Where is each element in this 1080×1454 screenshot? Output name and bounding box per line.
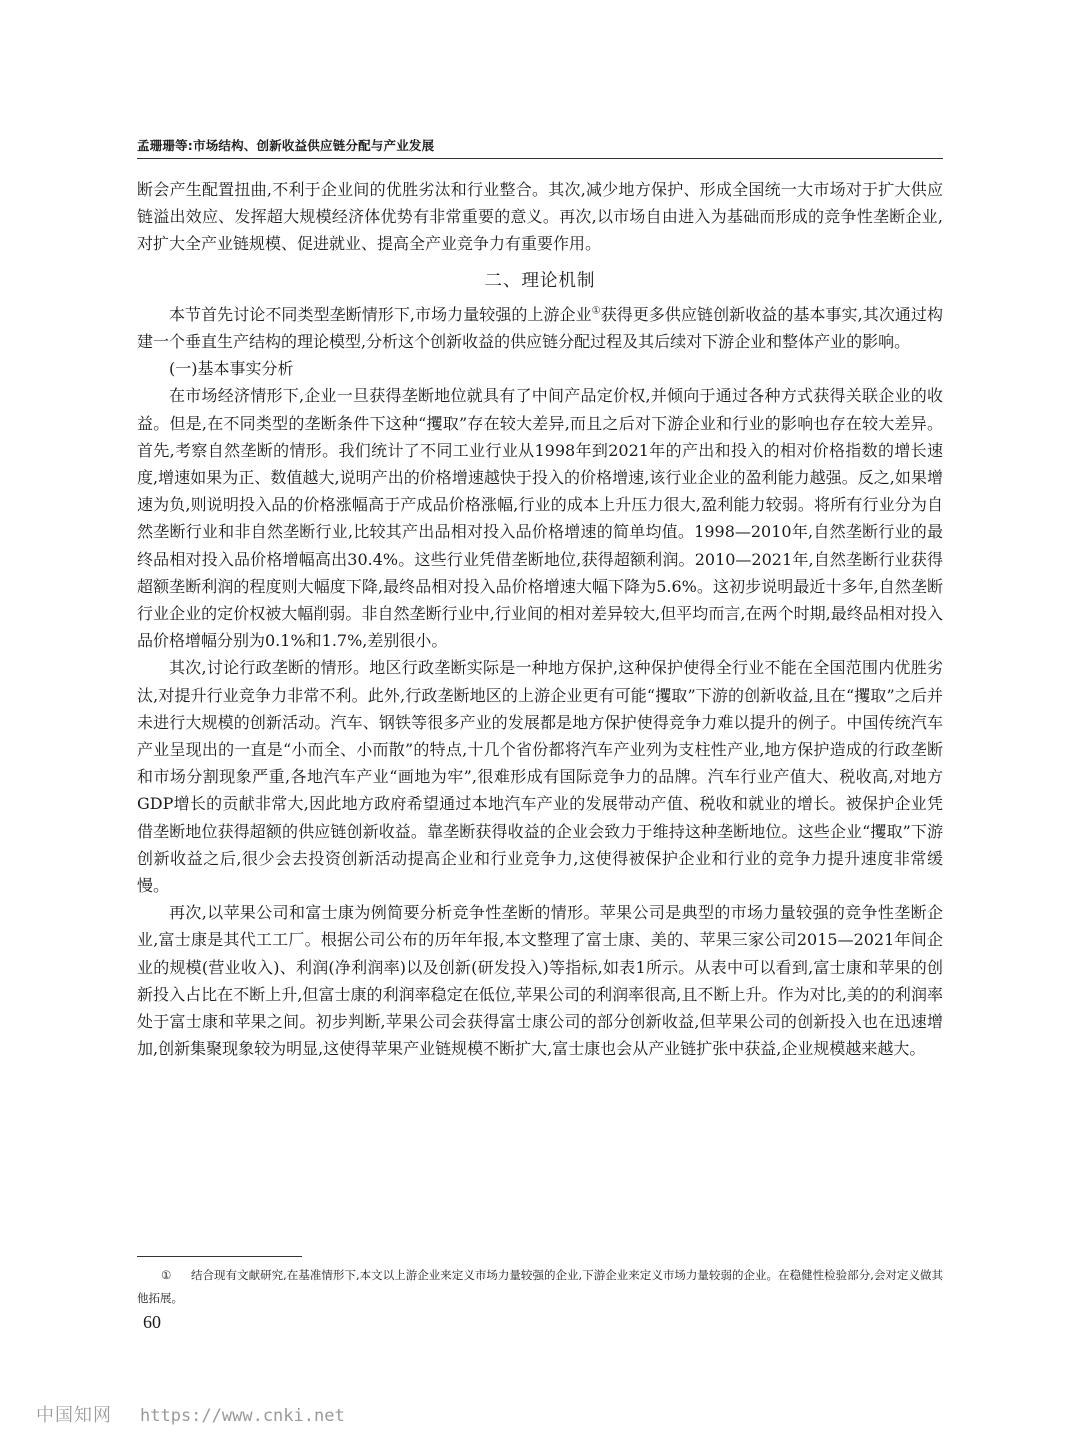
footnote bbox=[137, 1264, 943, 1310]
subsection-title: (一)基本事实分析 bbox=[169, 359, 294, 379]
intro-text-part1: 本节首先讨论不同类型垄断情形下,市场力量较强的上游企业 bbox=[169, 304, 592, 324]
paragraph-natural-monopoly: 在市场经济情形下,企业一旦获得垄断地位就具有了中间产品定价权,并倾向于通过各种方式获得关联企业的收益。但是,在不同类型的垄断条件下这种“攫取”存在较大差异,而且之后对下游企业和行业的影响也存在较大差异。首先,考察自然垄断的情形。我们统计了不同工业行业从1998年到2021年的产出和投入的相对价格指数的增长速度,增速如果为正、数值越大,说明产出的价格增速越快于投入的价格增速,该行业企业的盈利能力越强。反之,如果增速为负,则说明投入品的价格涨幅高于产成品价格涨幅,行业的成本上升压力很大,盈利能力较弱。将所有行业分为自然垄断行业和非自然垄断行业,比较其产出品相对投入品价格增速的简单均值。1998—2010年,自然垄断行业的最终品相对投入品价格增幅高出30.4%。这些行业凭借垄断地位,获得超额利润。2010—2021年,自然垄断行业获得超额垄断利润的程度则大幅度下降,最终品相对投入品价格增速大幅下降为5.6%。这初步说明最近十多年,自然垄断行业企业的定价权被大幅削弱。非自然垄断行业中,行业间的相对差异较大,但平均而言,在两个时期,最终品相对投入品价格增幅分别为0.1%和1.7%,差别很小。 bbox=[137, 386, 943, 651]
footnote-text: 结合现有文献研究,在基准情形下,本文以上游企业来定义市场力量较强的企业,下游企业来定义市场力量较弱的企业。在稳健性检验部分,会对定义做其他拓展。 bbox=[137, 1268, 943, 1305]
page-number: 60 bbox=[143, 1312, 161, 1332]
running-head-title: 孟珊珊等:市场结构、创新收益供应链分配与产业发展 bbox=[137, 138, 435, 153]
continued-paragraph: 断会产生配置扭曲,不利于企业间的优胜劣汰和行业整合。其次,减少地方保护、形成全国统一大市场对于扩大供应链溢出效应、发挥超大规模经济体优势有非常重要的意义。再次,以市场自由进入为基础而形成的竞争性垄断企业,对扩大全产业链规模、促进就业、提高全产业竞争力有重要作用。 bbox=[137, 180, 943, 254]
header-rule bbox=[137, 158, 943, 159]
watermark-url[interactable]: https://www.cnki.net bbox=[140, 1406, 345, 1426]
paragraph-competitive-monopoly: 再次,以苹果公司和富士康为例简要分析竞争性垄断的情形。苹果公司是典型的市场力量较强的竞争性垄断企业,富士康是其代工工厂。根据公司公布的历年年报,本文整理了富士康、美的、苹果三家公司2015—2021年间企业的规模(营业收入)、利润(净利润率)以及创新(研发投入)等指标,如表1所示。从表中可以看到,富士康和苹果的创新投入占比在不断上升,但富士康的利润率稳定在低位,苹果公司的利润率很高,且不断上升。作为对比,美的的利润率处于富士康和苹果之间。初步判断,苹果公司会获得富士康公司的部分创新收益,但苹果公司的创新投入也在迅速增加,创新集聚现象较为明显,这使得苹果产业链规模不断扩大,富士康也会从产业链扩张中获益,企业规模越来越大。 bbox=[137, 903, 943, 1059]
footnote-number: ① bbox=[161, 1268, 172, 1282]
watermark bbox=[36, 1401, 345, 1427]
watermark-logo: 中国知网 bbox=[36, 1405, 112, 1426]
footnote-marker[interactable]: ① bbox=[591, 305, 601, 317]
section-title: 二、理论机制 bbox=[484, 270, 596, 291]
footnote-rule bbox=[137, 1256, 302, 1257]
intro-paragraph bbox=[137, 301, 943, 355]
paragraph-administrative-monopoly: 其次,讨论行政垄断的情形。地区行政垄断实际是一种地方保护,这种保护使得全行业不能在全国范围内优胜劣汰,对提升行业竞争力非常不利。此外,行政垄断地区的上游企业更有可能“攫取”下游的创新收益,且在“攫取”之后并未进行大规模的创新活动。汽车、钢铁等很多产业的发展都是地方保护使得竞争力难以提升的例子。中国传统汽车产业呈现出的一直是“小而全、小而散”的特点,十几个省份都将汽车产业列为支柱性产业,地方保护造成的行政垄断和市场分割现象严重,各地汽车产业“画地为牢”,很难形成有国际竞争力的品牌。汽车行业产值大、税收高,对地方GDP增长的贡献非常大,因此地方政府希望通过本地汽车产业的发展带动产值、税收和就业的增长。被保护企业凭借垄断地位获得超额的供应链创新收益。靠垄断获得收益的企业会致力于维持这种垄断地位。这些企业“攫取”下游创新收益之后,很少会去投资创新活动提高企业和行业竞争力,这使得被保护企业和行业的竞争力提升速度非常缓慢。 bbox=[137, 658, 943, 896]
article-body bbox=[137, 176, 943, 1063]
intro-text-part2: 获得更多供应链创新收益的基本事实,其次通过构建一个垂直生产结构的理论模型,分析这个创新收益的供应链分配过程及其后续对下游企业和整体产业的影响。 bbox=[137, 304, 943, 352]
